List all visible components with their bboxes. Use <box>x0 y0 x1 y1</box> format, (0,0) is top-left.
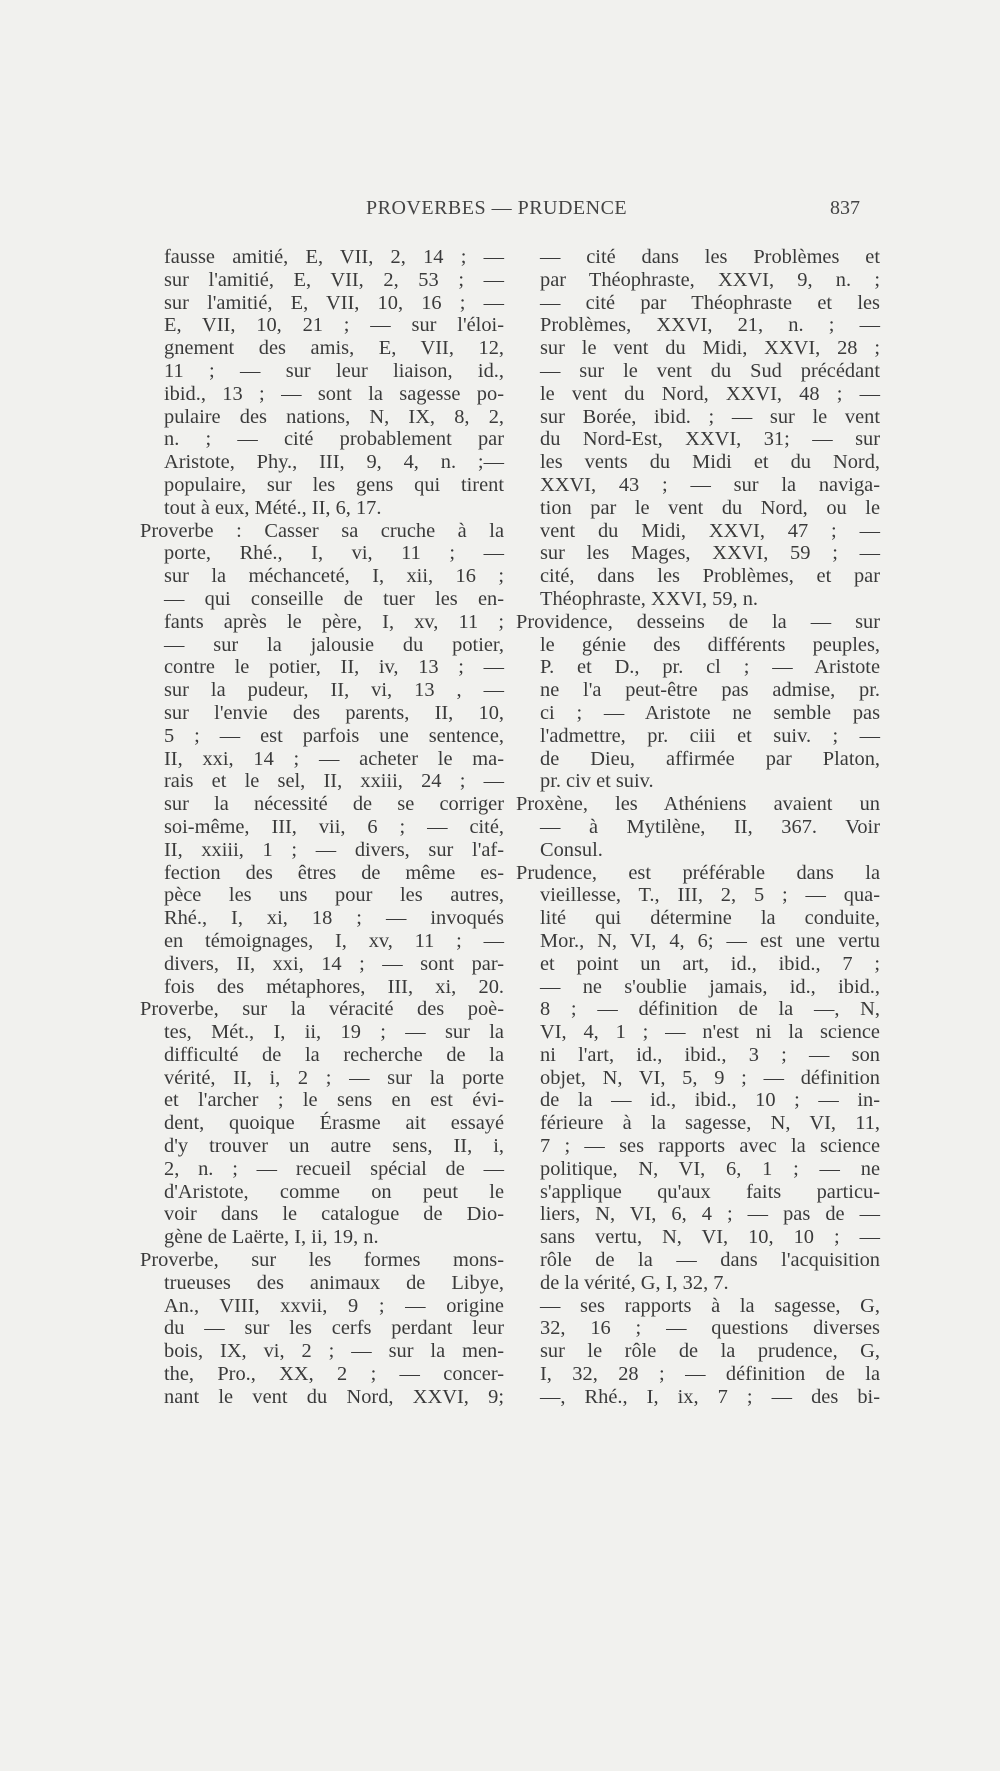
index-line: par Théophraste, XXVI, 9, n. ; <box>540 268 880 291</box>
index-line: les vents du Midi et du Nord, <box>540 451 880 474</box>
index-line: — sur la jalousie du potier, <box>164 633 504 656</box>
index-line: tout à eux, Mété., II, 6, 17. <box>164 496 382 519</box>
index-line: du — sur les cerfs perdant leur <box>164 1317 504 1340</box>
index-line: l'admettre, pr. ciii et suiv. ; — <box>540 724 880 747</box>
index-line: voir dans le catalogue de Dio- <box>164 1203 504 1226</box>
index-line: sur les Mages, XXVI, 59 ; — <box>540 542 880 565</box>
index-line: — sur le vent du Sud précédant <box>540 359 880 382</box>
index-line: sans vertu, N, VI, 10, 10 ; — <box>540 1226 880 1249</box>
index-line: trueuses des animaux de Libye, <box>164 1271 504 1294</box>
index-line: de Dieu, affirmée par Platon, <box>540 747 880 770</box>
index-entry-head-line: Proverbe : Casser sa cruche à la <box>140 519 504 542</box>
index-line: the, Pro., XX, 2 ; — concer- <box>164 1363 504 1386</box>
index-line: vieillesse, T., III, 2, 5 ; — qua- <box>540 884 880 907</box>
index-line: politique, N, VI, 6, 1 ; — ne <box>540 1157 880 1180</box>
index-line: fants après le père, I, xv, 11 ; <box>164 610 504 633</box>
index-line: porte, Rhé., I, vi, 11 ; — <box>164 542 504 565</box>
index-line: férieure à la sagesse, N, VI, 11, <box>540 1112 880 1135</box>
index-line: rôle de la — dans l'acquisition <box>540 1249 880 1272</box>
index-line: — ses rapports à la sagesse, G, <box>540 1294 880 1317</box>
index-line: n. ; — cité probablement par <box>164 428 504 451</box>
index-line: Mor., N, VI, 4, 6; — est une vertu <box>540 929 880 952</box>
index-line: ci ; — Aristote ne semble pas <box>540 701 880 724</box>
index-line: bois, IX, vi, 2 ; — sur la men- <box>164 1340 504 1363</box>
index-line: en témoignages, I, xv, 11 ; — <box>164 929 504 952</box>
index-line: pr. civ et suiv. <box>540 770 654 793</box>
index-line: d'Aristote, comme on peut le <box>164 1180 504 1203</box>
index-line: gène de Laërte, I, ii, 19, n. <box>164 1226 379 1249</box>
index-line: Théophraste, XXVI, 59, n. <box>540 587 759 610</box>
index-line: I, 32, 28 ; — définition de la <box>540 1363 880 1386</box>
index-line: cité, dans les Problèmes, et par <box>540 565 880 588</box>
index-entry-head-line: Providence, desseins de la — sur <box>516 610 880 633</box>
index-line: dent, quoique Érasme ait essayé <box>164 1112 504 1135</box>
index-line: objet, N, VI, 5, 9 ; — définition <box>540 1066 880 1089</box>
index-line: sur l'amitié, E, VII, 2, 53 ; — <box>164 268 504 291</box>
index-line: — à Mytilène, II, 367. Voir <box>540 815 880 838</box>
index-line: sur la pudeur, II, vi, 13 , — <box>164 679 504 702</box>
index-line: sur la méchanceté, I, xii, 16 ; <box>164 565 504 588</box>
index-line: VI, 4, 1 ; — n'est ni la science <box>540 1021 880 1044</box>
index-column-left <box>140 246 504 1409</box>
index-line: fausse amitié, E, VII, 2, 14 ; — <box>164 246 504 268</box>
index-line: lité qui détermine la conduite, <box>540 907 880 930</box>
page-header <box>0 197 1000 227</box>
index-line: s'applique qu'aux faits particu- <box>540 1180 880 1203</box>
index-line: sur l'amitié, E, VII, 10, 16 ; — <box>164 291 504 314</box>
index-line: E, VII, 10, 21 ; — sur l'éloi- <box>164 314 504 337</box>
index-line: contre le potier, II, iv, 13 ; — <box>164 656 504 679</box>
index-line: sur la nécessité de se corriger <box>164 793 504 816</box>
index-line: sur Borée, ibid. ; — sur le vent <box>540 405 880 428</box>
index-line: 8 ; — définition de la —, N, <box>540 998 880 1021</box>
index-line: divers, II, xxi, 14 ; — sont par- <box>164 952 504 975</box>
index-line: d'y trouver un autre sens, II, i, <box>164 1135 504 1158</box>
index-line: sur le rôle de la prudence, G, <box>540 1340 880 1363</box>
index-line: gnement des amis, E, VII, 12, <box>164 337 504 360</box>
index-line: rais et le sel, II, xxiii, 24 ; — <box>164 770 504 793</box>
index-line: le vent du Nord, XXVI, 48 ; — <box>540 382 880 405</box>
index-line: populaire, sur les gens qui tirent <box>164 473 504 496</box>
index-line: — qui conseille de tuer les en- <box>164 587 504 610</box>
index-line: 11 ; — sur leur liaison, id., <box>164 359 504 382</box>
index-line: II, xxi, 14 ; — acheter le ma- <box>164 747 504 770</box>
index-line: —, Rhé., I, ix, 7 ; — des bi- <box>540 1385 880 1408</box>
index-line: et point un art, id., ibid., 7 ; <box>540 952 880 975</box>
index-line: soi-même, III, vii, 6 ; — cité, <box>164 815 504 838</box>
index-line: liers, N, VI, 6, 4 ; — pas de — <box>540 1203 880 1226</box>
index-line: vérité, II, i, 2 ; — sur la porte <box>164 1066 504 1089</box>
index-line: le génie des différents peuples, <box>540 633 880 656</box>
index-line: ne l'a peut-être pas admise, pr. <box>540 679 880 702</box>
running-head: PROVERBES — PRUDENCE <box>366 197 628 219</box>
index-line: fection des êtres de même es- <box>164 861 504 884</box>
index-line: du Nord-Est, XXVI, 31; — sur <box>540 428 880 451</box>
index-entry-head-line: Proxène, les Athéniens avaient un <box>516 793 880 816</box>
index-line: 5 ; — est parfois une sentence, <box>164 724 504 747</box>
index-line: de la — id., ibid., 10 ; — in- <box>540 1089 880 1112</box>
page-number: 837 <box>830 197 860 219</box>
index-entry-head-line: Prudence, est préférable dans la <box>516 861 880 884</box>
index-line: Consul. <box>540 838 603 861</box>
index-line: An., VIII, xxvii, 9 ; — origine <box>164 1294 504 1317</box>
index-line: Rhé., I, xi, 18 ; — invoqués <box>164 907 504 930</box>
index-line: pulaire des nations, N, IX, 8, 2, <box>164 405 504 428</box>
index-column-right <box>516 246 880 1409</box>
index-line: — cité par Théophraste et les <box>540 291 880 314</box>
index-line: 7 ; — ses rapports avec la science <box>540 1135 880 1158</box>
index-entry-head-line: Proverbe, sur la véracité des poè- <box>140 998 504 1021</box>
index-line: difficulté de la recherche de la <box>164 1043 504 1066</box>
index-line: nant le vent du Nord, XXVI, 9; <box>164 1385 504 1408</box>
index-line: sur l'envie des parents, II, 10, <box>164 701 504 724</box>
index-line: tes, Mét., I, ii, 19 ; — sur la <box>164 1021 504 1044</box>
index-line: 2, n. ; — recueil spécial de — <box>164 1157 504 1180</box>
index-line: — ne s'oublie jamais, id., ibid., <box>540 975 880 998</box>
index-line: tion par le vent du Nord, ou le <box>540 496 880 519</box>
index-line: P. et D., pr. cl ; — Aristote <box>540 656 880 679</box>
index-line: sur le vent du Midi, XXVI, 28 ; <box>540 337 880 360</box>
index-line: Problèmes, XXVI, 21, n. ; — <box>540 314 880 337</box>
index-line: pèce les uns pour les autres, <box>164 884 504 907</box>
index-line: vent du Midi, XXVI, 47 ; — <box>540 519 880 542</box>
index-line: — cité dans les Problèmes et <box>540 246 880 268</box>
index-line: 32, 16 ; — questions diverses <box>540 1317 880 1340</box>
index-line: ibid., 13 ; — sont la sagesse po- <box>164 382 504 405</box>
index-line: II, xxiii, 1 ; — divers, sur l'af- <box>164 838 504 861</box>
index-line: fois des métaphores, III, xi, 20. <box>164 975 504 998</box>
index-line: de la vérité, G, I, 32, 7. <box>540 1271 729 1294</box>
index-line: Aristote, Phy., III, 9, 4, n. ;— <box>164 451 504 474</box>
index-line: ni l'art, id., ibid., 3 ; — son <box>540 1043 880 1066</box>
index-line: XXVI, 43 ; — sur la naviga- <box>540 473 880 496</box>
index-entry-head-line: Proverbe, sur les formes mons- <box>140 1249 504 1272</box>
index-line: et l'archer ; le sens en est évi- <box>164 1089 504 1112</box>
